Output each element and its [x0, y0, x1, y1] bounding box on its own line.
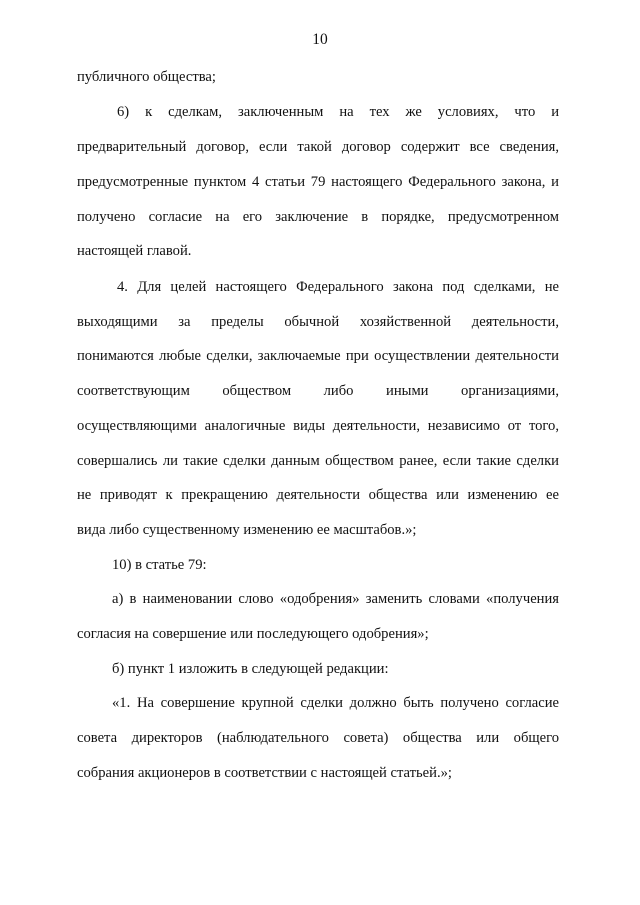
text-line: совета директоров (наблюдательного совета) общества или общего [77, 730, 559, 746]
text-line: соответствующим обществом либо иными организациями, [77, 383, 559, 399]
text-line: понимаются любые сделки, заключаемые при осуществлении деятельности [77, 348, 559, 364]
text-line: не приводят к прекращению деятельности общества или изменению ее [77, 487, 559, 503]
text-line: получено согласие на его заключение в порядке, предусмотренном [77, 209, 559, 225]
text-line: настоящей главой. [77, 243, 192, 259]
text-line: предварительный договор, если такой договор содержит все сведения, [77, 139, 559, 155]
text-line: публичного общества; [77, 69, 216, 85]
text-line: собрания акционеров в соответствии с настоящей статьей.»; [77, 765, 452, 781]
text-line: а) в наименовании слово «одобрения» заменить словами «получения [112, 591, 559, 607]
text-line: 6) к сделкам, заключенным на тех же условиях, что и [117, 104, 559, 120]
text-line: вида либо существенному изменению ее масштабов.»; [77, 522, 417, 538]
page-number: 10 [312, 31, 328, 48]
text-line: согласия на совершение или последующего одобрения»; [77, 626, 429, 642]
text-line: совершались ли такие сделки данным обществом ранее, если такие сделки [77, 453, 559, 469]
text-line: «1. На совершение крупной сделки должно быть получено согласие [112, 695, 559, 711]
text-line: 10) в статье 79: [112, 557, 207, 573]
text-line: предусмотренные пунктом 4 статьи 79 настоящего Федерального закона, и [77, 174, 559, 190]
text-line: б) пункт 1 изложить в следующей редакции: [112, 661, 389, 677]
text-line: выходящими за пределы обычной хозяйственной деятельности, [77, 314, 559, 330]
text-line: 4. Для целей настоящего Федерального закона под сделками, не [117, 279, 559, 295]
text-line: осуществляющими аналогичные виды деятельности, независимо от того, [77, 418, 559, 434]
